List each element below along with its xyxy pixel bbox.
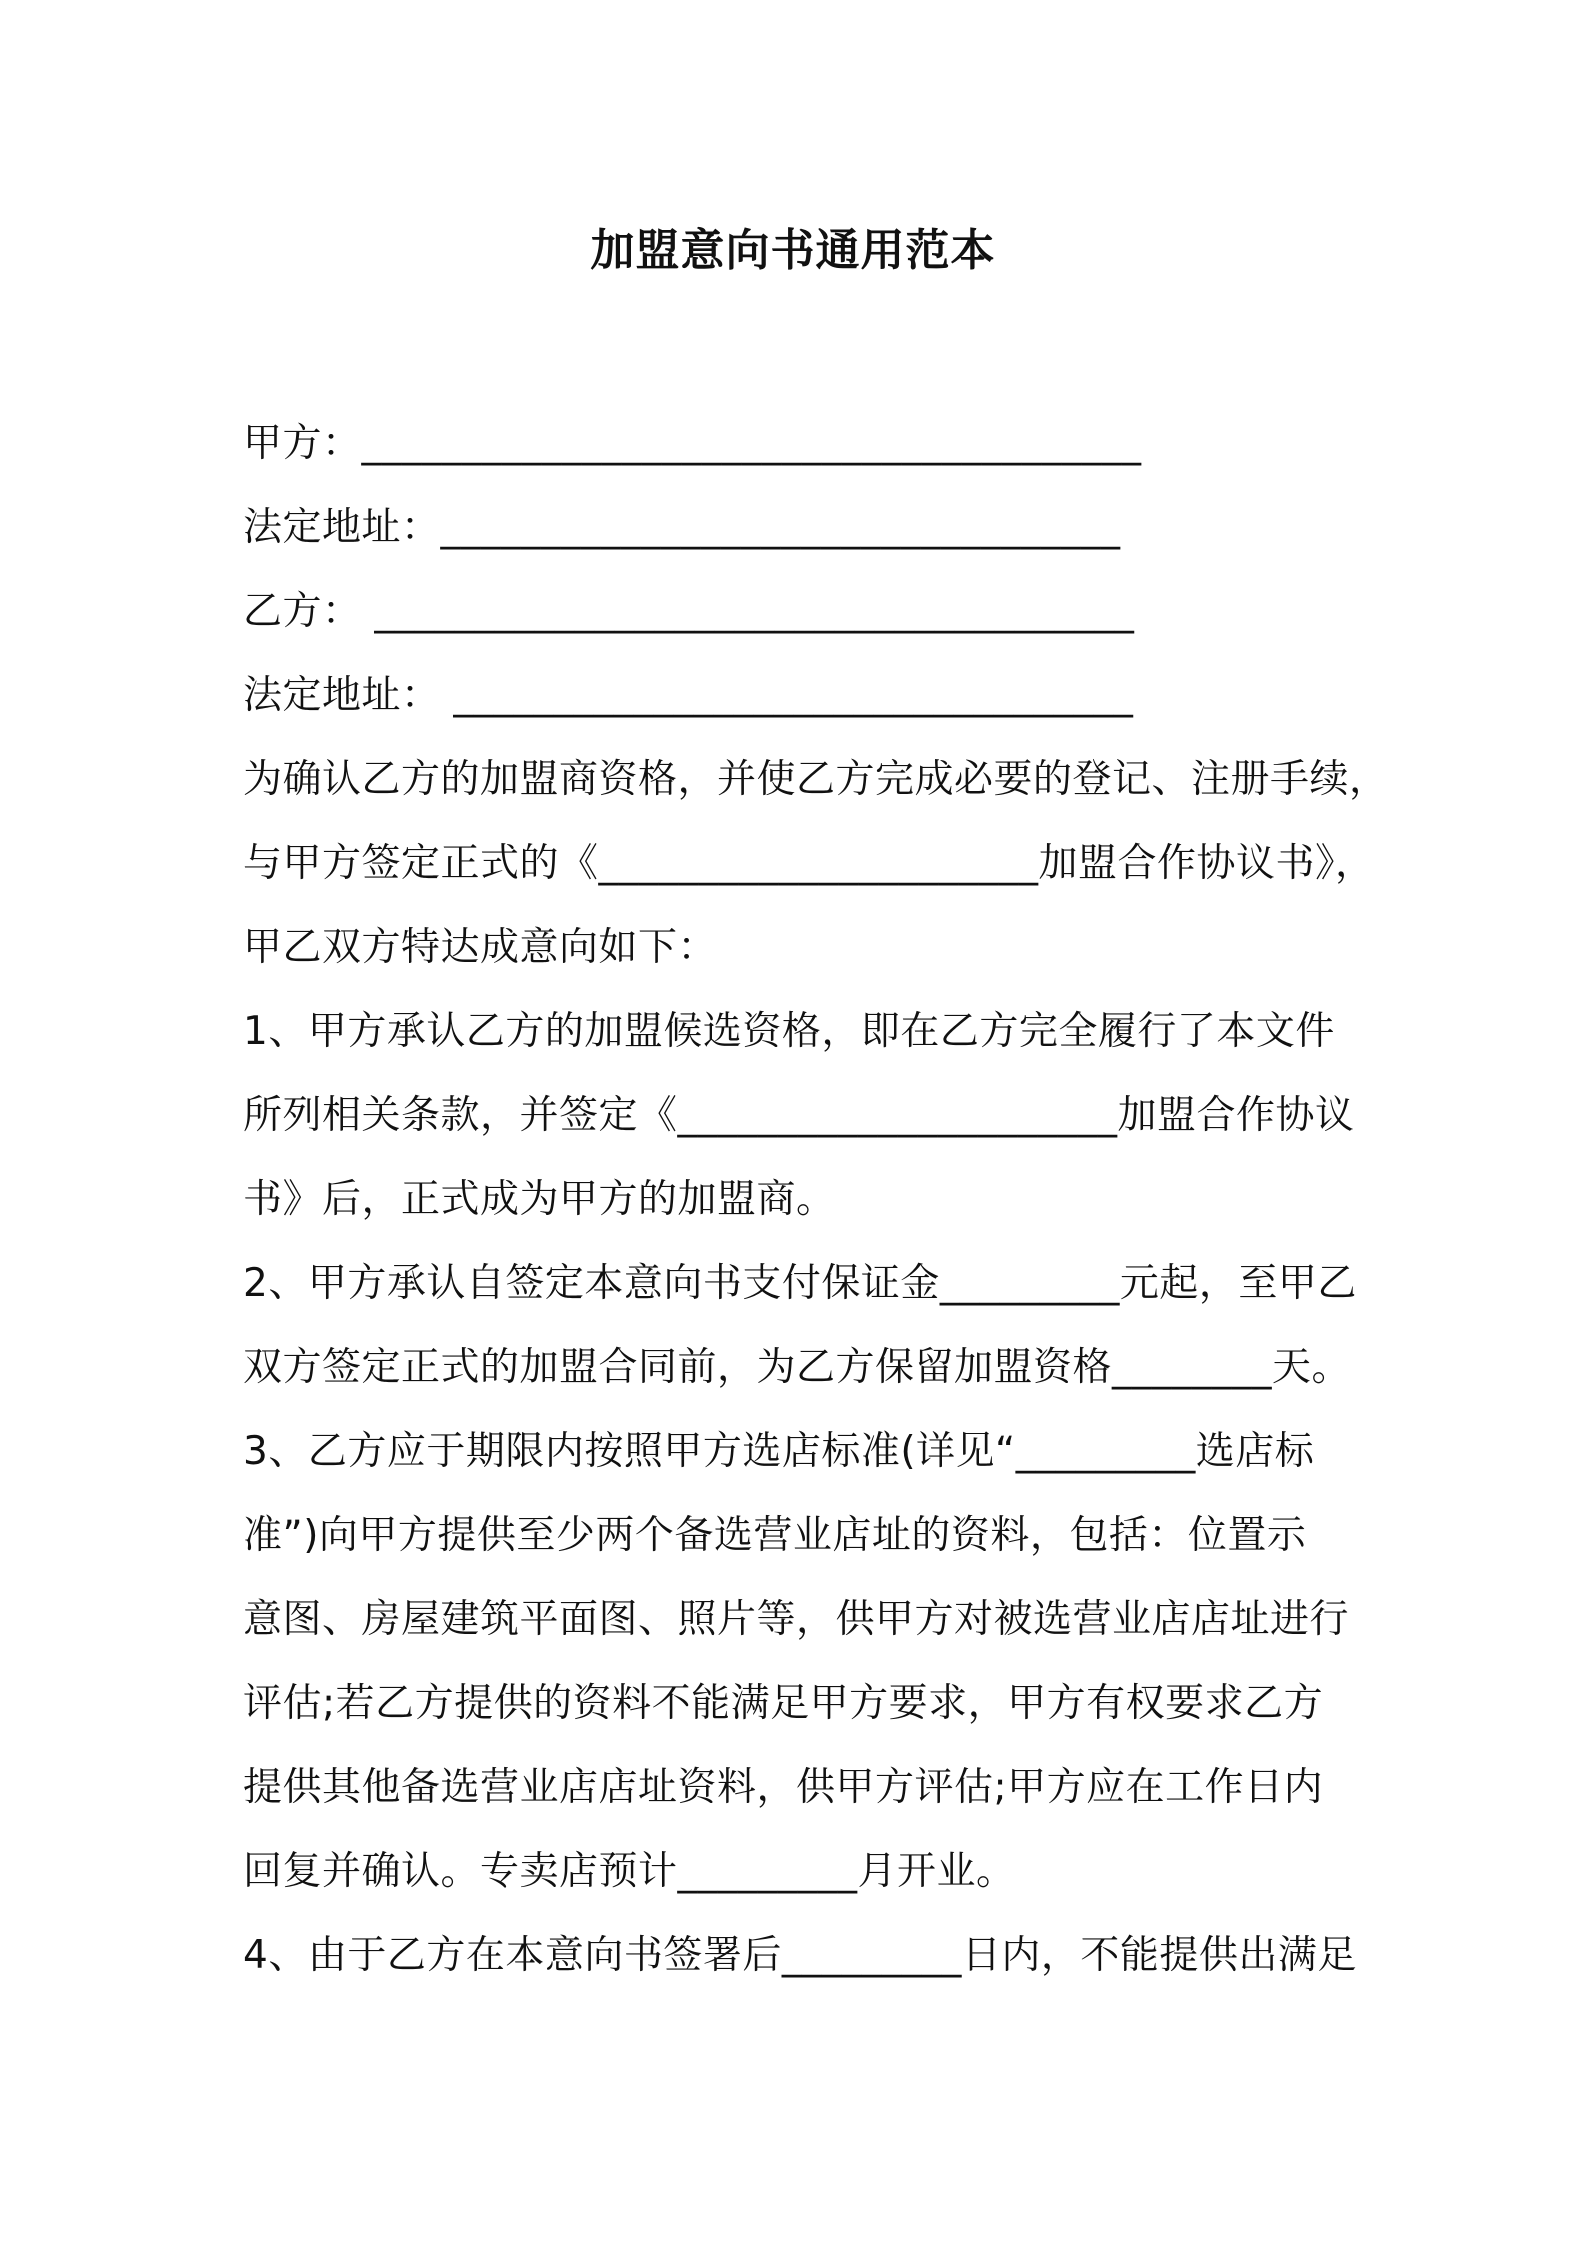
body-line: 为确认乙方的加盟商资格，并使乙方完成必要的登记、注册手续， — [243, 757, 1389, 802]
clause-4-line: 4、由于乙方在本意向书签署后_________日内，不能提供出满足 — [243, 1933, 1357, 1978]
clause-3-line: 回复并确认。专卖店预计_________月开业。 — [243, 1849, 1016, 1894]
clause-3-line: 评估;若乙方提供的资料不能满足甲方要求，甲方有权要求乙方 — [243, 1681, 1324, 1726]
clause-3-line: 3、乙方应于期限内按照甲方选店标准(详见“_________选店标 — [243, 1429, 1315, 1474]
clause-1-line: 书》后，正式成为甲方的加盟商。 — [243, 1177, 836, 1222]
document-title: 加盟意向书通用范本 — [590, 225, 996, 276]
party-b-line: 乙方： ______________________________________ — [243, 589, 1135, 634]
party-b-address-line: 法定地址： __________________________________ — [243, 673, 1134, 718]
clause-2-line: 2、甲方承认自签定本意向书支付保证金_________元起，至甲乙 — [243, 1261, 1357, 1306]
clause-3-line: 提供其他备选营业店店址资料，供甲方评估;甲方应在工作日内 — [243, 1765, 1324, 1810]
clause-1-line: 1、甲方承认乙方的加盟候选资格，即在乙方完全履行了本文件 — [243, 1009, 1335, 1054]
party-a-line: 甲方：_______________________________________ — [243, 421, 1142, 466]
body-line: 与甲方签定正式的《______________________加盟合作协议书》， — [243, 841, 1375, 886]
body-line: 甲乙双方特达成意向如下： — [243, 925, 718, 970]
clause-3-line: 准”)向甲方提供至少两个备选营业店址的资料，包括：位置示 — [243, 1513, 1307, 1558]
clause-3-line: 意图、房屋建筑平面图、照片等，供甲方对被选营业店店址进行 — [243, 1597, 1350, 1642]
clause-2-line: 双方签定正式的加盟合同前，为乙方保留加盟资格________天。 — [243, 1345, 1352, 1390]
clause-1-line: 所列相关条款，并签定《______________________加盟合作协议 — [243, 1093, 1355, 1138]
party-a-address-line: 法定地址：__________________________________ — [243, 505, 1121, 550]
